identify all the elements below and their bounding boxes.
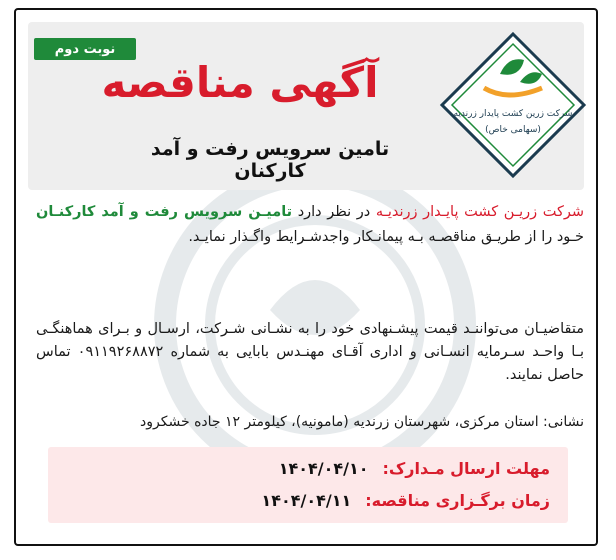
logo-company-type: (سهامی خاص) [485,125,541,135]
notice-title: آگهی مناقصه [101,58,379,107]
service-name: تامیـن سرویس رفت و آمد کارکنـان [36,204,293,220]
notice-subtitle: تامین سرویس رفت و آمد کارکنان [150,138,390,182]
intro-text-2: خـود را از طریـق مناقصـه بـه پیمانـکار واجدشـرایط واگـذار نمایـد. [188,229,584,245]
deadline-label: زمان برگـزاری مناقصه: [365,491,550,510]
deadline-row [261,491,550,510]
publication-round-badge: نوبت دوم [34,38,136,60]
deadline-label: مهلت ارسال مـدارک: [382,459,550,478]
address-line: نشانی: استان مرکزی، شهرستان زرندیه (مامونیه)، کیلومتر ۱۲ جاده خشکرود [140,414,584,430]
paragraph-intro [36,200,584,250]
deadline-date: ۱۴۰۴/۰۴/۱۰ [278,459,369,478]
intro-text-1: در نظر دارد [292,204,376,220]
paragraph-instructions: متقاضیـان می‌تواننـد قیمت پیشـنهادی خود را به نشـانی شـرکت، ارسـال و بـرای هماهنگـی بـا واحـد سـرمایه انسـانی و اداری آقـای مهنـدس بابایی به شماره ۰۹۱۱۹۲۶۸۸۷۲ تماس حاصل نمایند. [36,321,584,383]
deadline-date: ۱۴۰۴/۰۴/۱۱ [261,491,352,510]
company-name: شرکت زریـن کشت پایـدار زرندیـه [375,204,584,220]
company-logo [438,30,588,180]
deadline-row [279,459,550,478]
deadlines-box [48,447,568,523]
logo-company-name: شرکت زرین کشت پایدار زرندیه [453,109,573,119]
